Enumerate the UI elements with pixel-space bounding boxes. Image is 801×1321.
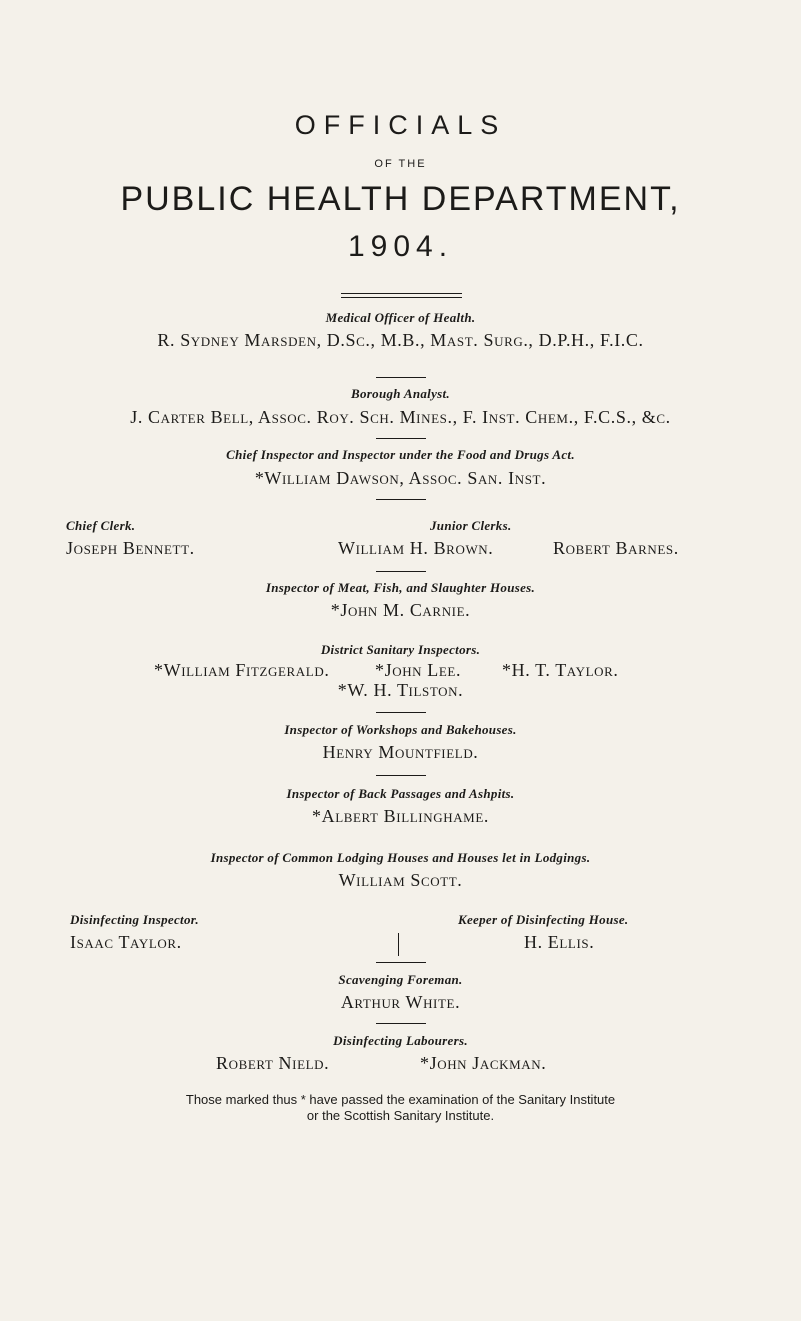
- divider: [376, 377, 426, 378]
- title-double-rule: [341, 293, 462, 298]
- footnote-line-1: Those marked thus * have passed the examination of the Sanitary Institute: [185, 1092, 616, 1107]
- medical-officer-name: R. Sydney Marsden, D.Sc., M.B., Mast. Surg., D.P.H., F.I.C.: [157, 330, 644, 350]
- medical-officer-heading: Medical Officer of Health.: [325, 310, 476, 325]
- divider: [376, 962, 426, 963]
- back-passages-inspector-heading: Inspector of Back Passages and Ashpits.: [286, 786, 515, 801]
- divider: [376, 438, 426, 439]
- title-year: 1904.: [347, 230, 454, 263]
- labourer-name-2: *John Jackman.: [420, 1053, 547, 1073]
- district-inspector-name-1: *William Fitzgerald.: [154, 660, 330, 680]
- district-inspector-name-4: *W. H. Tilston.: [337, 680, 464, 700]
- workshops-inspector-heading: Inspector of Workshops and Bakehouses.: [284, 722, 517, 737]
- divider: [376, 499, 426, 500]
- back-passages-inspector-name: *Albert Billinghame.: [312, 806, 489, 826]
- lodging-inspector-name: William Scott.: [338, 870, 463, 890]
- chief-inspector-heading: Chief Inspector and Inspector under the Food and Drugs Act.: [226, 447, 575, 462]
- divider: [376, 712, 426, 713]
- workshops-inspector-name: Henry Mountfield.: [322, 742, 479, 762]
- borough-analyst-heading: Borough Analyst.: [351, 386, 450, 401]
- scavenging-foreman-heading: Scavenging Foreman.: [338, 972, 463, 987]
- title-officials: OFFICIALS: [294, 110, 507, 140]
- disinfecting-inspector-heading: Disinfecting Inspector.: [70, 912, 199, 927]
- lodging-inspector-heading: Inspector of Common Lodging Houses and Houses let in Lodgings.: [210, 850, 591, 865]
- divider: [376, 571, 426, 572]
- district-inspectors-heading: District Sanitary Inspectors.: [320, 642, 481, 657]
- junior-clerks-heading: Junior Clerks.: [430, 518, 512, 533]
- borough-analyst-name: J. Carter Bell, Assoc. Roy. Sch. Mines., F. Inst. Chem., F.C.S., &c.: [130, 407, 671, 427]
- district-inspector-name-3: *H. T. Taylor.: [502, 660, 619, 680]
- disinfecting-keeper-heading: Keeper of Disinfecting House.: [458, 912, 629, 927]
- meat-inspector-heading: Inspector of Meat, Fish, and Slaughter Houses.: [265, 580, 536, 595]
- junior-clerk-name-1: William H. Brown.: [338, 538, 494, 558]
- divider: [376, 1023, 426, 1024]
- disinfecting-labourers-heading: Disinfecting Labourers.: [333, 1033, 468, 1048]
- disinfecting-inspector-name: Isaac Taylor.: [70, 932, 182, 952]
- chief-clerk-heading: Chief Clerk.: [66, 518, 136, 533]
- column-separator: [398, 933, 399, 956]
- divider: [376, 775, 426, 776]
- labourer-name-1: Robert Nield.: [216, 1053, 330, 1073]
- title-of-the: OF THE: [374, 158, 427, 170]
- chief-inspector-name: *William Dawson, Assoc. San. Inst.: [254, 468, 547, 488]
- title-department: PUBLIC HEALTH DEPARTMENT,: [120, 180, 681, 218]
- scavenging-foreman-name: Arthur White.: [340, 992, 461, 1012]
- meat-inspector-name: *John M. Carnie.: [330, 600, 471, 620]
- chief-clerk-name: Joseph Bennett.: [66, 538, 195, 558]
- disinfecting-keeper-name: H. Ellis.: [524, 932, 595, 952]
- footnote-line-2: or the Scottish Sanitary Institute.: [306, 1108, 495, 1123]
- junior-clerk-name-2: Robert Barnes.: [553, 538, 679, 558]
- district-inspector-name-2: *John Lee.: [375, 660, 462, 680]
